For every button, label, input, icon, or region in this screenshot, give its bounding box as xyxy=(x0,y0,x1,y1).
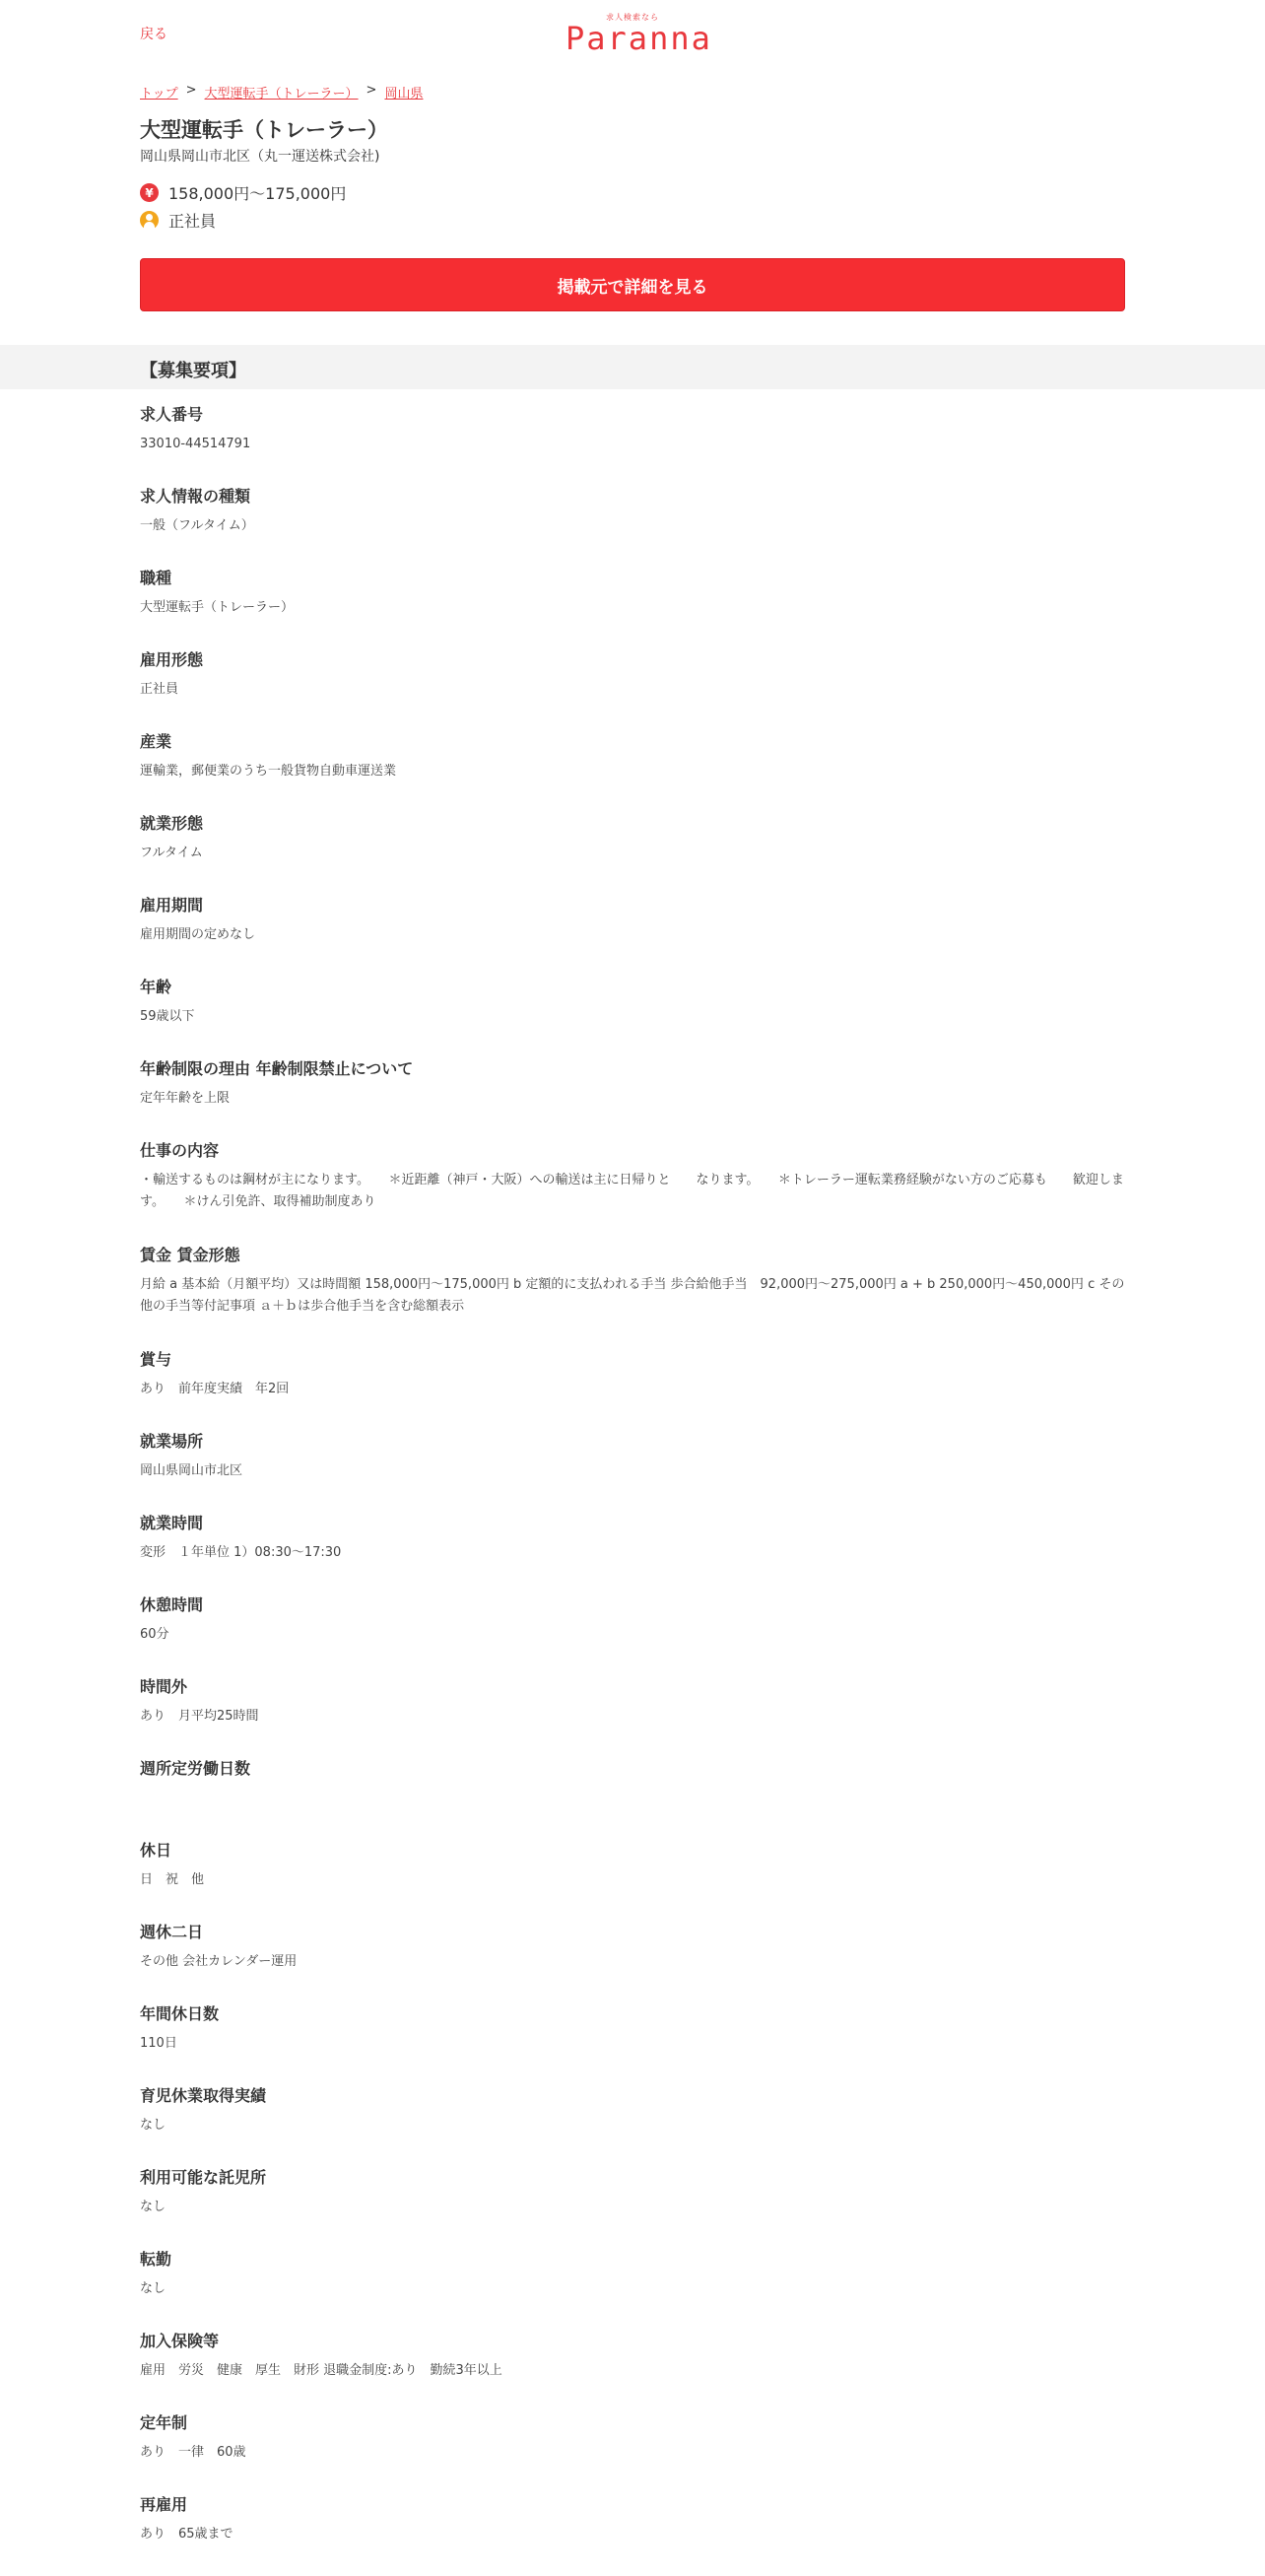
detail-value: その他 会社カレンダー運用 xyxy=(140,1954,298,1969)
detail-field xyxy=(140,1513,1125,1594)
detail-label: 年齢制限の理由 年齢制限禁止について xyxy=(140,1059,414,1078)
detail-field xyxy=(140,1758,1125,1840)
view-source-button[interactable]: 掲載元で詳細を見る xyxy=(140,258,1125,311)
detail-label: 加入保険等 xyxy=(140,2332,220,2350)
detail-value: 110日 xyxy=(140,2036,177,2051)
detail-value: ・輸送するものは鋼材が主になります。 ＊近距離（神戸・大阪）への輸送は主に日帰りと なります。 ＊トレーラー運転業務経験がない方のご応募も 歓迎します。 ＊けん引免許、取得補助制度あり xyxy=(140,1173,1124,1209)
job-title: 大型運転手（トレーラー） xyxy=(140,118,388,142)
detail-label: 休日 xyxy=(140,1841,172,1860)
salary-row xyxy=(140,181,346,204)
detail-value: 運輸業，郵便業のうち一般貨物自動車運送業 xyxy=(140,764,397,779)
detail-label: 週所定労働日数 xyxy=(140,1759,251,1778)
person-icon xyxy=(140,211,159,230)
detail-label: 求人情報の種類 xyxy=(140,487,251,506)
detail-value xyxy=(140,1788,1125,1809)
detail-value: なし xyxy=(140,2200,166,2214)
detail-field xyxy=(140,1349,1125,1431)
detail-value: 60分 xyxy=(140,1627,169,1642)
section-header xyxy=(0,345,1265,389)
detail-label: 就業場所 xyxy=(140,1432,204,1451)
detail-field xyxy=(140,813,1125,895)
job-details-list xyxy=(140,404,1125,2576)
detail-label: 再雇用 xyxy=(140,2495,188,2514)
job-location: 岡山県岡山市北区（丸一運送株式会社) xyxy=(140,149,380,165)
paranna-logo[interactable] xyxy=(566,13,712,57)
logo-tagline: 求人検索なら xyxy=(606,13,659,22)
detail-field xyxy=(140,977,1125,1058)
detail-value: 定年年齢を上限 xyxy=(140,1091,231,1106)
detail-field xyxy=(140,1140,1125,1245)
employment-type-text: 正社員 xyxy=(168,212,217,231)
detail-value: 正社員 xyxy=(140,682,179,697)
detail-field xyxy=(140,1245,1125,1349)
detail-field xyxy=(140,1840,1125,1922)
detail-field xyxy=(140,2003,1125,2085)
detail-field xyxy=(140,2167,1125,2249)
detail-value: なし xyxy=(140,2281,166,2296)
detail-label: 賃金 賃金形態 xyxy=(140,1246,240,1264)
page-header xyxy=(0,0,1265,63)
section-title: 【募集要項】 xyxy=(140,361,246,381)
detail-field xyxy=(140,1922,1125,2003)
detail-value: あり 65歳まで xyxy=(140,2527,233,2542)
detail-field xyxy=(140,568,1125,649)
detail-label: 求人番号 xyxy=(140,405,204,424)
detail-field xyxy=(140,1676,1125,1758)
detail-label: 雇用期間 xyxy=(140,896,204,915)
detail-value: 一般（フルタイム） xyxy=(140,518,254,533)
detail-value: フルタイム xyxy=(140,846,203,860)
detail-value: あり 月平均25時間 xyxy=(140,1709,259,1724)
salary-text: 158,000円～175,000円 xyxy=(168,184,347,203)
detail-field xyxy=(140,1431,1125,1513)
detail-value: あり 一律 60歳 xyxy=(140,2445,246,2460)
detail-value: 日 祝 他 xyxy=(140,1872,205,1887)
detail-label: 利用可能な託児所 xyxy=(140,2168,267,2187)
detail-field xyxy=(140,1594,1125,1676)
detail-value: なし xyxy=(140,2118,166,2133)
detail-value: 33010-44514791 xyxy=(140,437,251,451)
detail-value: 雇用 労災 健康 厚生 財形 退職金制度:あり 勤続3年以上 xyxy=(140,2363,502,2378)
detail-label: 職種 xyxy=(140,569,172,587)
detail-label: 年間休日数 xyxy=(140,2004,220,2023)
detail-field xyxy=(140,2249,1125,2331)
detail-field xyxy=(140,895,1125,977)
detail-field xyxy=(140,2494,1125,2576)
detail-label: 週休二日 xyxy=(140,1923,204,1941)
yen-icon: ¥ xyxy=(140,183,159,202)
detail-value: あり 前年度実績 年2回 xyxy=(140,1382,290,1396)
breadcrumb xyxy=(140,83,423,102)
breadcrumb-job-category[interactable]: 大型運転手（トレーラー） xyxy=(204,87,359,102)
detail-value: 月給 a 基本給（月額平均）又は時間額 158,000円～175,000円 b 定額的に支払われる手当 歩合給他手当 92,000円～275,000円 a + b 250,000円～450,000円 c その他の手当等付記事項 ａ＋ｂは歩合他手当を含む総額表示 xyxy=(140,1277,1125,1314)
detail-field xyxy=(140,2412,1125,2494)
detail-label: 転勤 xyxy=(140,2250,172,2269)
breadcrumb-top[interactable]: トップ xyxy=(140,87,178,102)
employment-type-row xyxy=(140,209,216,232)
detail-value: 岡山県岡山市北区 xyxy=(140,1463,243,1478)
detail-field xyxy=(140,2331,1125,2412)
detail-field xyxy=(140,649,1125,731)
detail-label: 産業 xyxy=(140,732,172,751)
back-link[interactable]: 戻る xyxy=(140,27,167,42)
detail-label: 年齢 xyxy=(140,978,172,996)
detail-label: 定年制 xyxy=(140,2413,188,2432)
detail-label: 就業時間 xyxy=(140,1514,204,1532)
detail-field xyxy=(140,404,1125,486)
detail-field xyxy=(140,731,1125,813)
detail-field xyxy=(140,2085,1125,2167)
detail-label: 休憩時間 xyxy=(140,1595,204,1614)
detail-label: 就業形態 xyxy=(140,814,204,833)
breadcrumb-separator: > xyxy=(366,83,377,98)
detail-value: 雇用期間の定めなし xyxy=(140,927,256,942)
detail-label: 雇用形態 xyxy=(140,650,204,669)
detail-value: 変形 １年単位 1）08:30～17:30 xyxy=(140,1545,342,1560)
breadcrumb-separator: > xyxy=(185,83,197,98)
detail-value: 59歳以下 xyxy=(140,1009,195,1024)
detail-label: 時間外 xyxy=(140,1677,188,1696)
detail-label: 仕事の内容 xyxy=(140,1141,220,1160)
logo-wordmark: Paranna xyxy=(566,20,712,57)
detail-label: 賞与 xyxy=(140,1350,172,1369)
detail-value: 大型運転手（トレーラー） xyxy=(140,600,295,615)
detail-field xyxy=(140,486,1125,568)
breadcrumb-prefecture[interactable]: 岡山県 xyxy=(384,87,424,102)
detail-field xyxy=(140,1058,1125,1140)
detail-label: 育児休業取得実績 xyxy=(140,2086,267,2105)
